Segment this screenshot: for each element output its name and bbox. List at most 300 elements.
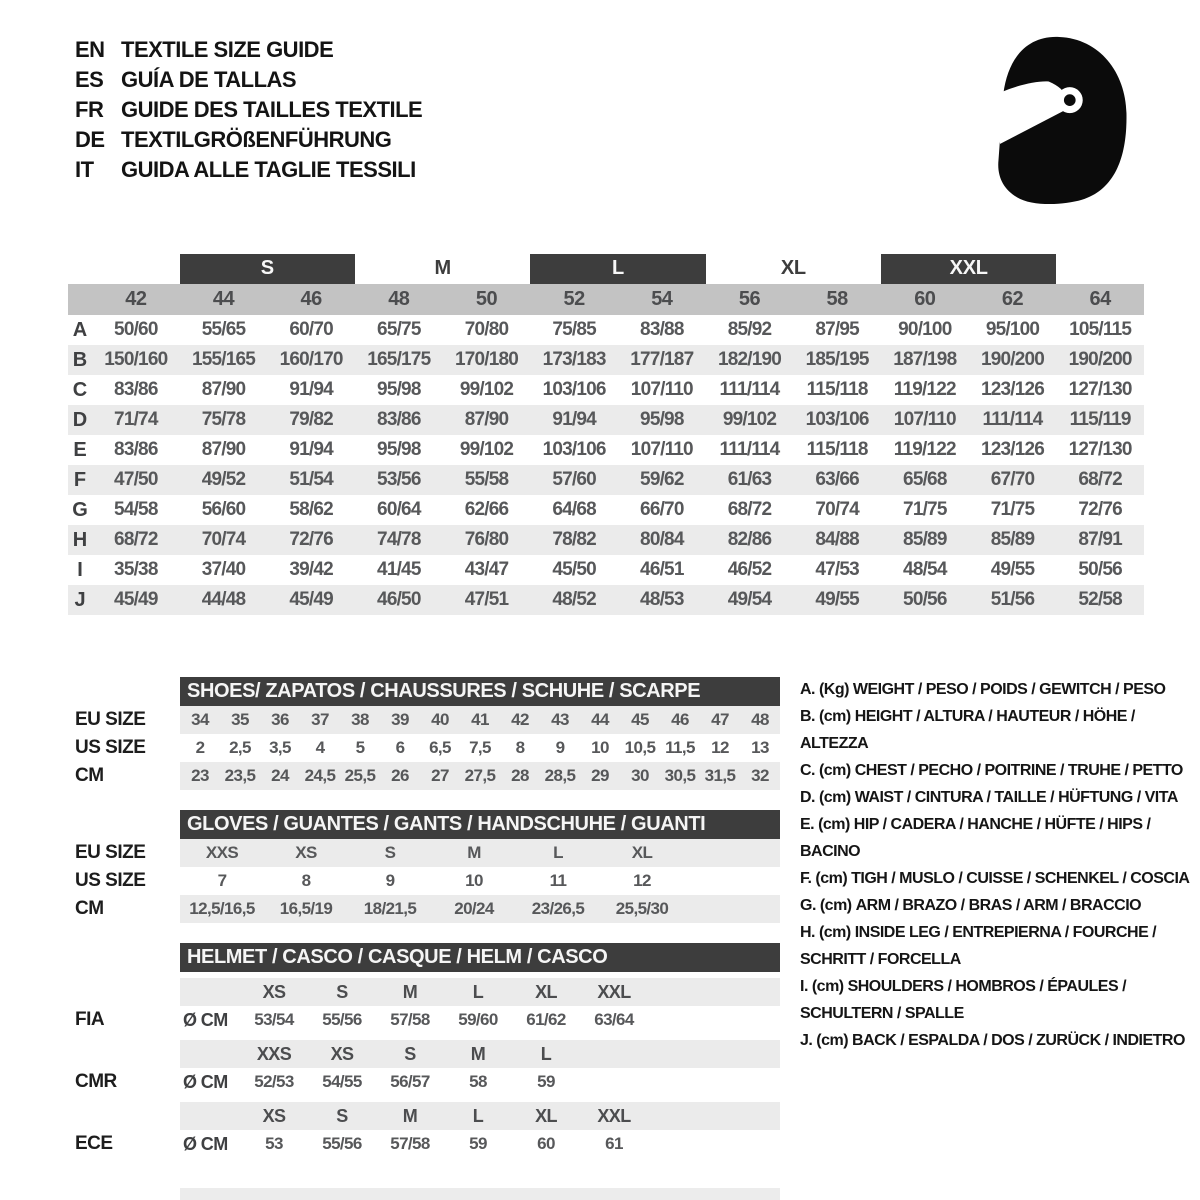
helmet-size-cells: [180, 1040, 780, 1068]
textile-cell: 83/86: [114, 379, 158, 400]
textile-cell: 49/55: [990, 559, 1035, 580]
helmet-table-title: HELMET / CASCO / CASQUE / HELM / CASCO: [180, 943, 780, 972]
numeric-size-56: 56: [738, 288, 761, 310]
textile-cell: 65/68: [903, 469, 947, 490]
textile-cell: 107/110: [893, 409, 956, 430]
numeric-size-46: 46: [300, 288, 322, 310]
legend-item-J: [800, 1027, 1192, 1054]
shoes-cells: [180, 762, 780, 790]
textile-cell: 50/56: [1078, 559, 1122, 580]
shoes-cell: 7,5: [469, 738, 491, 757]
empty-cell: [180, 1102, 240, 1130]
numeric-size-54: 54: [651, 288, 673, 310]
textile-cell: 60/70: [289, 319, 333, 340]
textile-row-I: [68, 555, 1144, 585]
textile-cell: 187/198: [893, 349, 957, 370]
shoes-cell: 8: [515, 738, 525, 757]
gloves-table-title: GLOVES / GUANTES / GANTS / HANDSCHUHE / GUANTI: [180, 810, 780, 839]
legend-unit: (cm): [818, 816, 854, 833]
legend-key: J.: [800, 1032, 817, 1049]
size-system-label: CM: [75, 898, 104, 919]
textile-row-A: [68, 315, 1144, 345]
helmet-size-header: M: [470, 1043, 486, 1064]
textile-cell: 60/64: [377, 499, 421, 520]
row-letter: H: [72, 528, 88, 551]
textile-cell: 48/54: [903, 559, 947, 580]
textile-cell: 51/54: [289, 469, 333, 490]
textile-cell: 48/53: [640, 589, 684, 610]
helmet-cell: 55/56: [322, 1010, 362, 1029]
legend-item-C: [800, 757, 1192, 784]
shoes-cell: 10: [591, 738, 609, 757]
diameter-unit: Ø CM: [183, 1133, 228, 1154]
helmet-size-header: L: [472, 1105, 484, 1126]
shoes-cell: 31,5: [704, 766, 736, 785]
helmet-cell: 59: [469, 1134, 487, 1153]
textile-cell: 56/60: [201, 499, 246, 520]
shoes-cell: 38: [351, 710, 369, 729]
shoes-cell: 25,5: [344, 766, 376, 785]
helmet-cell: 52/53: [254, 1072, 294, 1091]
textile-cell: 55/65: [201, 319, 246, 340]
textile-cell: 45/49: [289, 589, 333, 610]
textile-cell: 70/80: [464, 319, 509, 340]
textile-cell: 111/114: [719, 379, 780, 400]
helmet-cell: 56/57: [390, 1072, 430, 1091]
shoes-table: [68, 677, 780, 790]
shoes-cell: 30: [631, 766, 649, 785]
helmet-cell: 53: [265, 1134, 283, 1153]
gloves-cell: XS: [295, 843, 317, 862]
helmet-size-header: M: [402, 1105, 418, 1126]
textile-cell: 43/47: [464, 559, 509, 580]
numeric-size-48: 48: [388, 288, 410, 310]
textile-cell: 44/48: [201, 589, 246, 610]
row-letter: B: [72, 348, 88, 371]
empty-label: [68, 1040, 180, 1068]
gloves-table: [68, 810, 780, 923]
textile-cell: 95/98: [377, 439, 421, 460]
row-letter: D: [72, 408, 88, 431]
textile-cell: 64/68: [552, 499, 596, 520]
textile-cell: 68/72: [114, 529, 158, 550]
numeric-size-62: 62: [1001, 288, 1024, 310]
textile-cell: 107/110: [630, 379, 693, 400]
shoes-cell: 12: [711, 738, 729, 757]
textile-cell: 57/60: [552, 469, 596, 490]
size-band-xxl: XXL: [881, 254, 1056, 284]
shoes-cell: 46: [671, 710, 689, 729]
language-code: DE: [75, 127, 105, 152]
shoes-cell: 13: [751, 738, 769, 757]
shoes-cell: 2,5: [229, 738, 251, 757]
row-letter: F: [73, 468, 87, 491]
gloves-cells: [180, 895, 780, 923]
textile-cell: 67/70: [990, 469, 1035, 490]
shoes-cell: 27,5: [464, 766, 496, 785]
helmet-standard-label: ECE: [75, 1133, 113, 1154]
shoes-cell: 6,5: [429, 738, 451, 757]
guide-title: GUIDE DES TAILLES TEXTILE: [121, 97, 423, 122]
gloves-cell: XL: [631, 843, 653, 862]
legend-unit: (cm): [811, 978, 848, 995]
textile-cell: 170/180: [454, 349, 519, 370]
helmet-cell: 60: [537, 1134, 555, 1153]
diameter-unit: Ø CM: [183, 1009, 228, 1030]
gloves-cell: S: [384, 843, 396, 862]
textile-cell: 165/175: [367, 349, 431, 370]
textile-cell: 37/40: [201, 559, 246, 580]
textile-cell: 83/86: [377, 409, 421, 430]
legend-item-G: [800, 892, 1192, 919]
helmet-cell: 63/64: [594, 1010, 634, 1029]
partial-row-strip: [180, 1188, 780, 1200]
textile-cell: 119/122: [893, 439, 956, 460]
shoes-cell: 42: [511, 710, 529, 729]
textile-row-J: [68, 585, 1144, 615]
numeric-size-row: [68, 284, 1144, 315]
shoes-cell: 30,5: [664, 766, 696, 785]
shoes-cell: 39: [391, 710, 409, 729]
textile-row-H: [68, 525, 1144, 555]
textile-cell: 68/72: [1078, 469, 1122, 490]
textile-cell: 49/54: [727, 589, 772, 610]
legend-unit: (cm): [815, 870, 852, 887]
row-letter: C: [72, 378, 88, 401]
textile-cell: 72/76: [289, 529, 333, 550]
textile-cell: 87/90: [464, 409, 509, 430]
textile-cell: 107/110: [630, 439, 693, 460]
shoes-cell: 11,5: [665, 738, 695, 757]
shoes-cell: 24: [271, 766, 289, 785]
gloves-cell: XXS: [205, 843, 239, 862]
helmet-size-header: XS: [330, 1043, 354, 1064]
textile-cell: 185/195: [805, 349, 869, 370]
shoes-cell: 45: [631, 710, 649, 729]
textile-cell: 111/114: [719, 439, 780, 460]
textile-cell: 62/66: [464, 499, 509, 520]
textile-cell: 35/38: [114, 559, 158, 580]
helmet-value-cells: [180, 1130, 780, 1158]
textile-cell: 85/89: [990, 529, 1035, 550]
numeric-size-58: 58: [826, 288, 848, 310]
numeric-size-44: 44: [212, 288, 235, 310]
language-code: FR: [75, 97, 104, 122]
shoes-cell: 6: [395, 738, 405, 757]
legend-item-E: [800, 811, 1192, 865]
shoes-cell: 32: [751, 766, 769, 785]
helmet-size-header: S: [336, 981, 348, 1002]
shoes-cell: 9: [555, 738, 565, 757]
shoes-cell: 10,5: [624, 738, 656, 757]
textile-cell: 71/74: [114, 409, 158, 430]
textile-cell: 47/50: [114, 469, 158, 490]
legend-item-D: [800, 784, 1192, 811]
helmet-value-row: [68, 1006, 780, 1034]
legend-item-B: [800, 703, 1192, 757]
gloves-rows: [68, 839, 780, 923]
textile-row-B: [68, 345, 1144, 375]
textile-cell: 83/86: [114, 439, 158, 460]
empty-label: [68, 978, 180, 1006]
row-letter: J: [74, 588, 86, 611]
gloves-cell: 20/24: [454, 899, 494, 918]
shoes-cell: 35: [231, 710, 249, 729]
guide-title: GUIDA ALLE TAGLIE TESSILI: [121, 157, 416, 182]
textile-cell: 115/118: [806, 379, 868, 400]
shoes-cell: 36: [271, 710, 289, 729]
textile-cell: 182/190: [717, 349, 782, 370]
gloves-cells: [180, 839, 780, 867]
helmet-size-header: XS: [262, 981, 286, 1002]
textile-cell: 173/183: [542, 349, 606, 370]
textile-cell: 90/100: [898, 319, 952, 340]
textile-cell: 80/84: [640, 529, 684, 550]
helmet-cell: 59: [537, 1072, 555, 1091]
helmet-value-cells: [180, 1068, 780, 1096]
helmet-cell: 61: [605, 1134, 623, 1153]
legend-key: E.: [800, 816, 819, 833]
gloves-cell: 12: [633, 871, 651, 890]
gloves-cell: M: [467, 843, 481, 862]
shoes-rows: [68, 706, 780, 790]
textile-cell: 95/100: [985, 319, 1040, 340]
legend-text: ARM / BRAZO / BRAS / ARM / BRACCIO: [855, 897, 1142, 914]
shoes-cells: [180, 734, 780, 762]
textile-cell: 46/51: [640, 559, 684, 580]
textile-row-C: [68, 375, 1144, 405]
helmet-size-row: [68, 978, 780, 1006]
legend-key: D.: [800, 789, 819, 806]
legend-unit: (Kg): [818, 681, 853, 698]
legend-key: B.: [800, 708, 819, 725]
helmet-size-cells: [180, 978, 780, 1006]
empty-cell: [180, 1040, 240, 1068]
row-letter: G: [72, 498, 88, 521]
shoes-cell: 40: [431, 710, 449, 729]
textile-cell: 103/106: [542, 379, 606, 400]
gloves-row: [68, 895, 780, 923]
size-band-l: L: [530, 254, 705, 284]
textile-cell: 91/94: [289, 379, 333, 400]
textile-cell: 45/50: [552, 559, 596, 580]
helmet-standard-label: CMR: [75, 1071, 117, 1092]
shoes-cell: 3,5: [269, 738, 291, 757]
textile-cell: 95/98: [640, 409, 684, 430]
textile-cell: 48/52: [552, 589, 596, 610]
legend-item-F: [800, 865, 1192, 892]
legend-text: HEIGHT / ALTURA / HAUTEUR / HÖHE / ALTEZZA: [800, 708, 1135, 752]
gloves-cell: 7: [217, 871, 227, 890]
gloves-row: [68, 839, 780, 867]
textile-cell: 76/80: [464, 529, 509, 550]
helmet-standard-label: FIA: [75, 1009, 105, 1030]
empty-cell: [180, 978, 240, 1006]
shoes-cell: 23: [191, 766, 209, 785]
helmet-size-row: [68, 1040, 780, 1068]
textile-cell: 91/94: [552, 409, 596, 430]
racing-helmet-icon: [975, 32, 1137, 212]
helmet-size-header: XS: [262, 1105, 286, 1126]
textile-cell: 115/119: [1069, 409, 1131, 430]
textile-cell: 103/106: [805, 409, 869, 430]
textile-cell: 99/102: [459, 379, 514, 400]
textile-cell: 49/52: [201, 469, 246, 490]
textile-cell: 95/98: [377, 379, 421, 400]
row-letter: E: [73, 438, 87, 461]
legend-key: H.: [800, 924, 819, 941]
helmet-size-table: [68, 943, 780, 1158]
textile-cell: 63/66: [815, 469, 859, 490]
legend-text: INSIDE LEG / ENTREPIERNA / FOURCHE / SCHRITT / FORCELLA: [800, 924, 1157, 968]
legend-unit: (cm): [819, 897, 856, 914]
size-system-label: US SIZE: [75, 870, 146, 891]
gloves-cell: 11: [549, 871, 567, 890]
legend-text: BACK / ESPALDA / DOS / ZURÜCK / INDIETRO: [852, 1032, 1185, 1049]
textile-cell: 72/76: [1078, 499, 1122, 520]
shoes-cell: 37: [311, 710, 329, 729]
shoes-cell: 27: [431, 766, 449, 785]
helmet-section-fia: [68, 978, 780, 1034]
textile-cell: 87/90: [201, 439, 246, 460]
helmet-size-header: L: [472, 981, 484, 1002]
textile-cell: 82/86: [727, 529, 772, 550]
size-band-row: [68, 253, 1144, 284]
numeric-size-52: 52: [563, 288, 585, 310]
textile-cell: 49/55: [815, 589, 859, 610]
helmet-size-header: S: [336, 1105, 348, 1126]
size-band-xl: XL: [780, 257, 806, 279]
size-system-label: EU SIZE: [75, 709, 146, 730]
helmet-value-cells: [180, 1006, 780, 1034]
textile-cell: 47/53: [815, 559, 859, 580]
language-code: EN: [75, 37, 105, 62]
helmet-cell: 61/62: [526, 1010, 566, 1029]
shoes-cell: 5: [355, 738, 365, 757]
gloves-cell: 9: [385, 871, 395, 890]
helmet-section-ece: [68, 1102, 780, 1158]
textile-cell: 46/52: [727, 559, 772, 580]
empty-label: [68, 1102, 180, 1130]
textile-cell: 177/187: [630, 349, 694, 370]
helmet-sections: [68, 978, 780, 1158]
textile-cell: 91/94: [289, 439, 333, 460]
shoes-row: [68, 762, 780, 790]
textile-size-table: [68, 253, 1144, 615]
textile-row-G: [68, 495, 1144, 525]
textile-cell: 127/130: [1068, 379, 1132, 400]
empty-cell: [580, 1040, 648, 1068]
textile-cell: 87/91: [1078, 529, 1122, 550]
textile-cell: 59/62: [640, 469, 684, 490]
gloves-row: [68, 867, 780, 895]
numeric-size-42: 42: [125, 288, 147, 310]
textile-cell: 190/200: [980, 349, 1045, 370]
legend-item-I: [800, 973, 1192, 1027]
row-letter: I: [77, 558, 83, 581]
helmet-section-cmr: [68, 1040, 780, 1096]
legend-unit: (cm): [816, 1032, 853, 1049]
legend-unit: (cm): [818, 762, 855, 779]
shoes-cell: 43: [551, 710, 569, 729]
textile-cell: 47/51: [464, 589, 509, 610]
textile-row-E: [68, 435, 1144, 465]
size-system-label: EU SIZE: [75, 842, 146, 863]
textile-cell: 85/92: [727, 319, 772, 340]
language-code: ES: [75, 67, 104, 92]
legend-unit: (cm): [818, 708, 855, 725]
textile-cell: 84/88: [815, 529, 859, 550]
size-band-m: M: [434, 257, 451, 279]
language-title-list: [75, 38, 422, 181]
textile-cell: 53/56: [377, 469, 421, 490]
textile-cell: 99/102: [722, 409, 777, 430]
gloves-cell: 16,5/19: [279, 899, 333, 918]
helmet-cell: 55/56: [322, 1134, 362, 1153]
diameter-unit: Ø CM: [183, 1071, 228, 1092]
textile-cell: 45/49: [114, 589, 158, 610]
numeric-size-64: 64: [1089, 288, 1111, 310]
textile-cell: 123/126: [980, 379, 1045, 400]
legend-text: CHEST / PECHO / POITRINE / TRUHE / PETTO: [854, 762, 1183, 779]
textile-rows: [68, 315, 1144, 615]
textile-cell: 54/58: [114, 499, 158, 520]
row-letter: A: [72, 318, 88, 341]
shoes-cell: 26: [391, 766, 409, 785]
textile-cell: 83/88: [640, 319, 684, 340]
textile-cell: 74/78: [377, 529, 421, 550]
gloves-cell: 18/21,5: [363, 899, 417, 918]
helmet-size-header: M: [402, 981, 418, 1002]
textile-cell: 75/85: [552, 319, 596, 340]
legend-text: HIP / CADERA / HANCHE / HÜFTE / HIPS / BACINO: [800, 816, 1151, 860]
textile-cell: 50/56: [903, 589, 947, 610]
textile-cell: 41/45: [377, 559, 421, 580]
textile-cell: 103/106: [542, 439, 606, 460]
helmet-size-header: XXL: [597, 981, 631, 1002]
empty-cell: [580, 1068, 648, 1096]
shoes-row: [68, 706, 780, 734]
shoes-cell: 2: [195, 738, 205, 757]
size-system-label: US SIZE: [75, 737, 146, 758]
shoes-cell: 28: [511, 766, 529, 785]
textile-cell: 61/63: [727, 469, 772, 490]
textile-cell: 66/70: [640, 499, 684, 520]
gloves-cells: [180, 867, 780, 895]
gloves-cell: 23/26,5: [531, 899, 585, 918]
legend-text: SHOULDERS / HOMBROS / ÉPAULES / SCHULTERN / SPALLE: [800, 978, 1127, 1022]
legend-text: WAIST / CINTURA / TAILLE / HÜFTUNG / VITA: [854, 789, 1178, 806]
textile-cell: 115/118: [806, 439, 868, 460]
shoes-cell: 48: [751, 710, 769, 729]
legend-item-A: [800, 676, 1192, 703]
textile-cell: 70/74: [201, 529, 246, 550]
helmet-size-header: XL: [535, 981, 557, 1002]
shoes-cell: 44: [591, 710, 609, 729]
legend-unit: (cm): [818, 924, 855, 941]
shoes-cell: 41: [471, 710, 489, 729]
helmet-value-row: [68, 1068, 780, 1096]
legend-item-H: [800, 919, 1192, 973]
textile-cell: 70/74: [815, 499, 859, 520]
textile-cell: 127/130: [1068, 439, 1132, 460]
shoes-table-title: SHOES/ ZAPATOS / CHAUSSURES / SCHUHE / SCARPE: [180, 677, 780, 706]
textile-cell: 119/122: [893, 379, 956, 400]
textile-cell: 87/95: [815, 319, 859, 340]
helmet-size-header: XXS: [256, 1043, 292, 1064]
helmet-size-header: S: [404, 1043, 416, 1064]
shoes-cell: 28,5: [544, 766, 576, 785]
